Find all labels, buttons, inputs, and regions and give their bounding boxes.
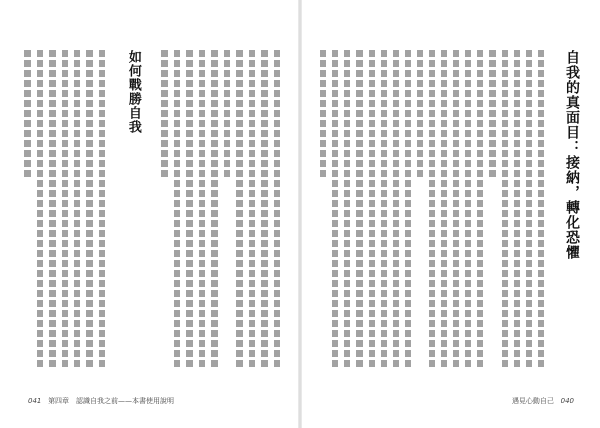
text-column xyxy=(161,50,167,177)
text-column xyxy=(86,50,92,368)
text-column xyxy=(249,50,255,368)
right-page-text xyxy=(320,50,582,368)
text-column xyxy=(211,50,217,368)
text-column xyxy=(320,50,326,177)
text-column xyxy=(186,50,192,368)
text-column xyxy=(74,50,80,368)
text-column xyxy=(62,50,68,368)
text-column xyxy=(489,50,495,177)
section-heading: 自我的真面目：接納，轉化恐懼 xyxy=(564,50,580,260)
text-column xyxy=(514,50,520,368)
text-column xyxy=(356,50,362,368)
text-column xyxy=(405,50,411,368)
text-column xyxy=(49,50,55,368)
text-column xyxy=(477,50,483,368)
text-column xyxy=(465,50,471,368)
text-column xyxy=(393,50,399,368)
page-number: 041 xyxy=(28,397,42,405)
text-column xyxy=(344,50,350,368)
text-column xyxy=(526,50,532,368)
text-column xyxy=(236,50,242,368)
text-column xyxy=(538,50,544,368)
left-page-text xyxy=(24,50,280,368)
text-column xyxy=(224,50,230,177)
text-column xyxy=(174,50,180,368)
section-heading: 如何戰勝自我 xyxy=(125,50,141,134)
text-column xyxy=(417,50,423,177)
text-column xyxy=(274,50,280,368)
text-column xyxy=(369,50,375,368)
text-column xyxy=(502,50,508,368)
right-page xyxy=(300,0,600,428)
text-column xyxy=(453,50,459,368)
text-column xyxy=(332,50,338,368)
running-title: 遇見心動自己 xyxy=(511,397,554,405)
running-title: 第四章 認識自我之前——本書使用說明 xyxy=(48,397,175,405)
text-column xyxy=(24,50,30,177)
text-column xyxy=(261,50,267,368)
text-column xyxy=(429,50,435,368)
text-column xyxy=(199,50,205,368)
left-footer xyxy=(28,396,174,406)
text-column xyxy=(441,50,447,368)
text-column xyxy=(37,50,43,368)
text-column xyxy=(99,50,105,368)
text-column xyxy=(381,50,387,368)
page-number: 040 xyxy=(560,397,574,405)
right-footer xyxy=(512,396,574,406)
